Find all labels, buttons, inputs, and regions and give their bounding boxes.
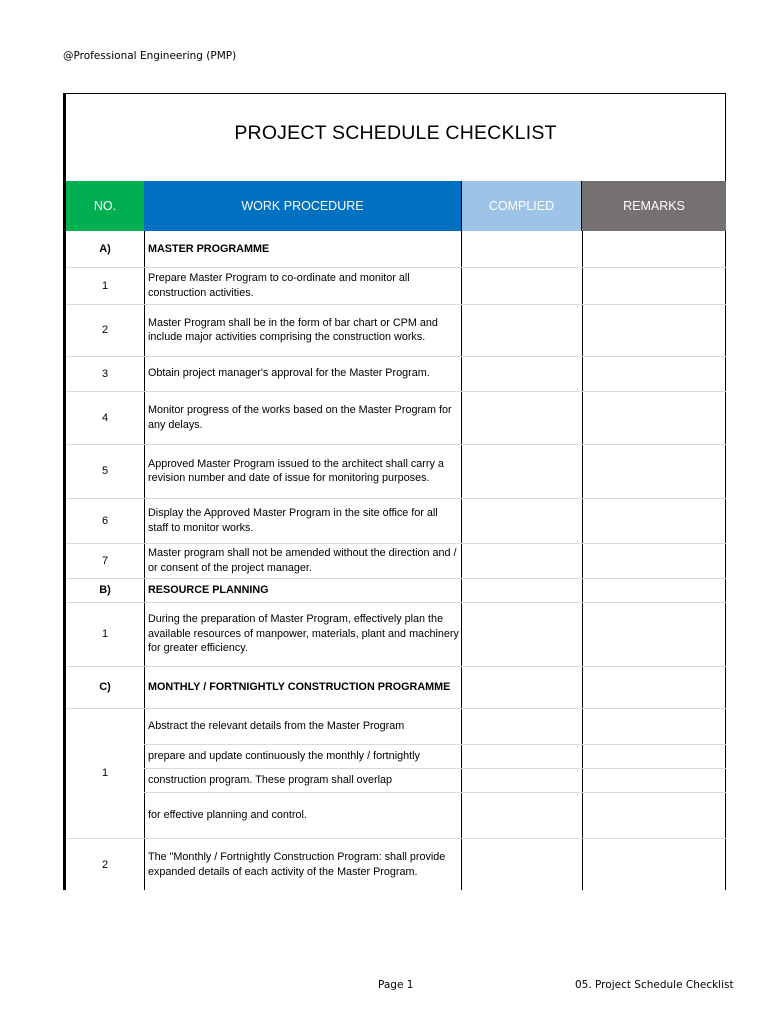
column-header-no: NO.: [66, 181, 144, 231]
procedure-line: [66, 768, 725, 792]
checklist-row: [66, 444, 725, 498]
procedure-text: The "Monthly / Fortnightly Construction Program: shall provide expanded details of each activity of the Master Program.: [148, 851, 446, 878]
procedure-text: Obtain project manager's approval for the Master Program.: [148, 367, 430, 380]
procedure-text: for effective planning and control.: [148, 808, 307, 821]
checklist-row: [66, 543, 725, 578]
row-number: B): [99, 584, 111, 596]
page-title: PROJECT SCHEDULE CHECKLIST: [234, 122, 557, 144]
checklist-row: [66, 391, 725, 444]
procedure-text: construction program. These program shall overlap: [148, 773, 393, 786]
column-header-remarks: REMARKS: [582, 181, 726, 231]
page-header: @Professional Engineering (PMP): [63, 50, 237, 62]
row-number: 2: [101, 858, 109, 871]
procedure-text: Abstract the relevant details from the Master Program: [148, 719, 405, 732]
checklist-row: [66, 304, 725, 356]
page-number: Page 1: [378, 979, 414, 991]
row-number: A): [99, 243, 111, 255]
procedure-line: [66, 708, 725, 744]
column-header-work-procedure: WORK PROCEDURE: [144, 181, 461, 231]
row-number: 1: [101, 628, 109, 640]
section-row: [66, 231, 725, 267]
procedure-text: Display the Approved Master Program in the site office for all staff to monitor works.: [148, 507, 438, 534]
checklist-row: [66, 267, 725, 304]
section-row: [66, 578, 725, 602]
procedure-text: Approved Master Program issued to the architect shall carry a revision number and date of issue for monitoring purposes.: [148, 457, 444, 484]
section-heading: RESOURCE PLANNING: [148, 583, 269, 596]
section-heading: MASTER PROGRAMME: [148, 242, 270, 255]
document-name: 05. Project Schedule Checklist: [575, 979, 734, 991]
procedure-text: Prepare Master Program to co-ordinate and monitor all construction activities.: [148, 272, 410, 299]
section-row: [66, 666, 725, 708]
row-number: 2: [101, 324, 109, 336]
checklist-row: [66, 498, 725, 543]
row-number: 7: [101, 554, 109, 567]
row-number: 4: [101, 411, 109, 424]
checklist-sheet: [63, 93, 726, 890]
procedure-line: [66, 792, 725, 838]
title-band: [66, 94, 725, 181]
checklist-row: [66, 356, 725, 391]
procedure-text: Master program shall not be amended without the direction and / or consent of the project manager.: [148, 547, 457, 574]
section-heading: MONTHLY / FORTNIGHTLY CONSTRUCTION PROGRAMME: [148, 680, 451, 693]
row-number: 5: [101, 465, 109, 477]
checklist-row: [66, 838, 725, 891]
procedure-line: [66, 744, 725, 768]
procedure-text: During the preparation of Master Program, effectively plan the available resources of manpower, materials, plant and machinery for greater efficiency.: [148, 613, 459, 655]
row-number: 1: [101, 767, 109, 779]
column-header-complied: COMPLIED: [461, 181, 582, 231]
row-number: C): [99, 681, 111, 693]
checklist-row: [66, 602, 725, 666]
row-number: 3: [101, 367, 109, 380]
row-number: 6: [101, 514, 109, 527]
procedure-text: Master Program shall be in the form of bar chart or CPM and include major activities comprising the construction works.: [148, 316, 438, 343]
procedure-text: Monitor progress of the works based on the Master Program for any delays.: [148, 404, 452, 431]
procedure-text: prepare and update continuously the monthly / fortnightly: [148, 749, 420, 762]
row-number: 1: [101, 279, 109, 292]
